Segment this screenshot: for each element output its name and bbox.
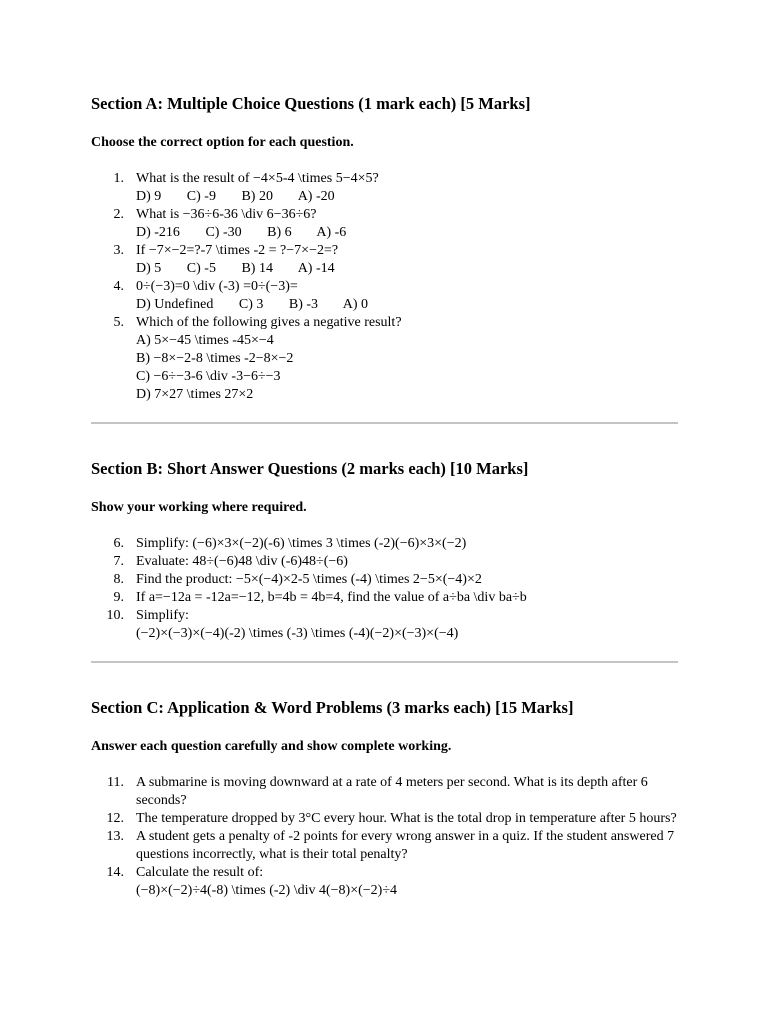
section-a-question-list [91, 170, 678, 404]
question-number: 1. [113, 171, 124, 186]
option: A) -14 [297, 261, 335, 276]
option: B) -3 [288, 297, 319, 312]
question-14 [91, 864, 678, 900]
question-text: If a=−12a = -12a=−12, b=4b = 4b=4, find the value of a÷ba \div ba÷b [136, 590, 527, 605]
answer-options [136, 296, 678, 314]
question-number: 4. [113, 279, 124, 294]
answer-options [136, 188, 678, 206]
answer-options [136, 260, 678, 278]
question-number: 12. [106, 811, 124, 826]
section-a-title: Section A: Multiple Choice Questions (1 mark each) [5 Marks] [91, 94, 531, 113]
question-text: What is the result of −4×5-4 \times 5−4×5? [136, 171, 379, 186]
question-number: 2. [113, 207, 124, 222]
question-4 [91, 278, 678, 314]
option: D) 5 [136, 261, 162, 276]
answer-options [136, 224, 678, 242]
question-number: 6. [113, 536, 124, 551]
option-line: B) −8×−2-8 \times -2−8×−2 [136, 351, 294, 366]
question-number: 10. [106, 608, 124, 623]
option-line: C) −6÷−3-6 \div -3−6÷−3 [136, 369, 281, 384]
question-text: Which of the following gives a negative result? [136, 315, 402, 330]
option: B) 20 [241, 189, 273, 204]
option: B) 6 [267, 225, 292, 240]
question-3 [91, 242, 678, 278]
question-expression: (−2)×(−3)×(−4)(-2) \times (-3) \times (-4)(−2)×(−3)×(−4) [136, 626, 459, 641]
question-text: 0÷(−3)=0 \div (-3) =0÷(−3)= [136, 279, 298, 294]
question-number: 7. [113, 554, 124, 569]
section-b-instruction: Show your working where required. [91, 500, 307, 515]
question-text: Calculate the result of: [136, 865, 264, 880]
option: D) Undefined [136, 297, 214, 312]
question-7 [91, 553, 678, 571]
question-number: 5. [113, 315, 124, 330]
section-b-question-list [91, 535, 678, 643]
question-2 [91, 206, 678, 242]
question-9 [91, 589, 678, 607]
question-text: What is −36÷6-36 \div 6−36÷6? [136, 207, 317, 222]
question-number: 8. [113, 572, 124, 587]
question-number: 14. [106, 865, 124, 880]
option: C) -30 [205, 225, 242, 240]
section-b-title: Section B: Short Answer Questions (2 marks each) [10 Marks] [91, 459, 529, 478]
option: C) 3 [238, 297, 264, 312]
question-5 [91, 314, 678, 404]
question-13 [91, 828, 678, 864]
option: B) 14 [241, 261, 273, 276]
option: A) -20 [297, 189, 335, 204]
option: D) -216 [136, 225, 180, 240]
section-a-instruction: Choose the correct option for each question. [91, 135, 354, 150]
option-line: D) 7×27 \times 27×2 [136, 387, 254, 402]
question-number: 3. [113, 243, 124, 258]
option-line: A) 5×−45 \times -45×−4 [136, 333, 274, 348]
section-c-title: Section C: Application & Word Problems (3 marks each) [15 Marks] [91, 698, 574, 717]
question-text: A student gets a penalty of -2 points for every wrong answer in a quiz. If the student answered 7 questions incorrectly, what is their total penalty? [136, 829, 675, 862]
question-text: Simplify: (−6)×3×(−2)(-6) \times 3 \times (-2)(−6)×3×(−2) [136, 536, 467, 551]
question-number: 11. [107, 775, 124, 790]
question-text: Find the product: −5×(−4)×2-5 \times (-4) \times 2−5×(−4)×2 [136, 572, 482, 587]
question-number: 13. [106, 829, 124, 844]
question-11 [91, 774, 678, 810]
option: C) -5 [186, 261, 216, 276]
option: D) 9 [136, 189, 162, 204]
question-8 [91, 571, 678, 589]
question-text: A submarine is moving downward at a rate of 4 meters per second. What is its depth after 6 seconds? [136, 775, 648, 808]
question-text: The temperature dropped by 3°C every hour. What is the total drop in temperature after 5 hours? [136, 811, 677, 826]
question-expression: (−8)×(−2)÷4(-8) \times (-2) \div 4(−8)×(−2)÷4 [136, 883, 398, 898]
option: C) -9 [186, 189, 216, 204]
option: A) -6 [316, 225, 347, 240]
question-text: Evaluate: 48÷(−6)48 \div (-6)48÷(−6) [136, 554, 348, 569]
option: A) 0 [342, 297, 369, 312]
question-6 [91, 535, 678, 553]
question-text: Simplify: [136, 608, 189, 623]
question-text: If −7×−2=?-7 \times -2 = ?−7×−2=? [136, 243, 339, 258]
question-12 [91, 810, 678, 828]
question-number: 9. [113, 590, 124, 605]
section-c-question-list [91, 774, 678, 900]
question-1 [91, 170, 678, 206]
question-10 [91, 607, 678, 643]
section-c-instruction: Answer each question carefully and show complete working. [91, 739, 452, 754]
